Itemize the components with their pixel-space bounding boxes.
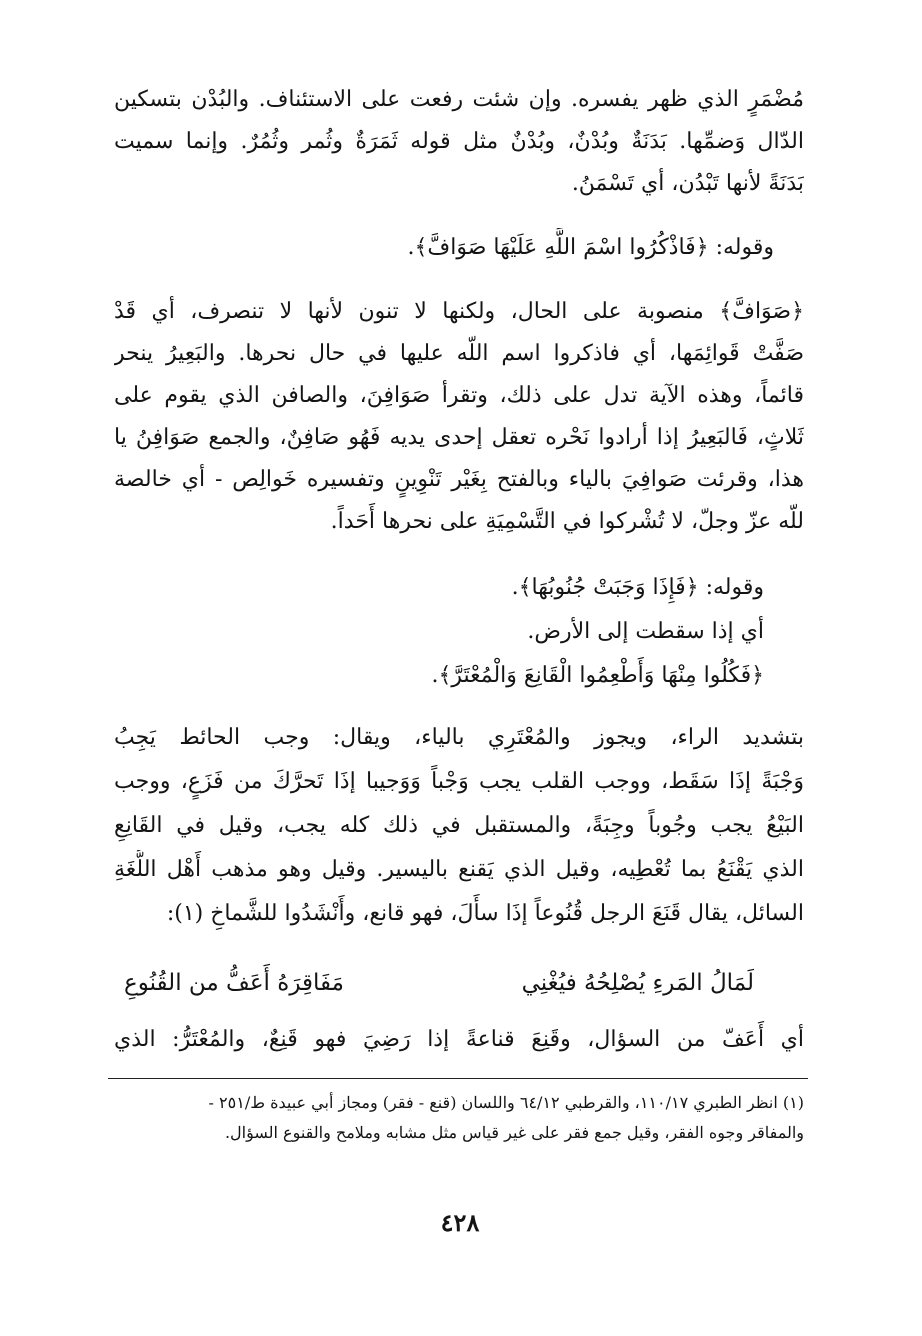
text-line: ﴿صَوَافَّ﴾ منصوبة على الحال، ولكنها لا تنون لأنها لا تنصرف، أي قَدْ	[114, 299, 804, 324]
text-line: السائل، يقال قَنَعَ الرجل قُنُوعاً إذَا سأَلَ، فهو قانع، وأَنْشَدُوا للشَّماخِ (١):	[166, 901, 804, 926]
text-line: مُضْمَرٍ الذي ظهر يفسره. وإن شئت رفعت على الاستئناف. والبُدْن بتسكين	[114, 87, 804, 112]
footnote-line: (١) انظر الطبري ١١٠/١٧، والقرطبي ٦٤/١٢ واللسان (قنع - فقر) ومجاز أبي عبيدة ط/٢٥١ -	[208, 1093, 804, 1112]
footnote-line: والمفاقر وجوه الفقر، وقيل جمع فقر على غير قياس مثل مشابه وملامح والقنوع السؤال.	[224, 1123, 804, 1142]
text-line: بتشديد الراء، ويجوز والمُعْتَرِي بالياء، ويقال: وجب الحائط يَجِبُ	[114, 725, 804, 750]
text-line: الذي يَقْنَعُ بما تُعْطِيه، وقيل الذي يَقنع باليسير. وقيل وهو مذهب أَهْل اللُّغَةِ	[114, 857, 804, 882]
text-line: بَدَنَةً لأنها تَبْدُن، أي تَسْمَنُ.	[571, 171, 804, 196]
text-line: هذا، وقرئت صَوافِيَ بالياء وبالفتح بِغَيْر تَنْوِينٍ وتفسيره خَوالِص - أي خالصة	[114, 467, 804, 492]
text-line: الدّال وَضمِّها. بَدَنَةٌ وبُدْنٌ، وبُدْنٌ مثل قوله ثَمَرَةٌ وثُمر وثُمُرٌ. وإنما سميت	[114, 129, 804, 154]
text-line: وَجْبَةً إذَا سَقَط، ووجب القلب يجب وَجْباً وَوَجيبا إذَا تَحرَّكَ من فَزَعٍ، ووجب	[114, 769, 804, 794]
verse-first-hemistich: لَمَالُ المَرءِ يُصْلِحُهُ فيُغْنِي	[521, 970, 754, 996]
text-line: للّه عزّ وجلّ، لا تُشْركوا في التَّسْمِيَةِ على نحرها أَحَداً.	[330, 509, 804, 534]
footnote-divider	[108, 1078, 808, 1079]
text-line: أي أَعَفّ من السؤال، وقَنِعَ قناعةً إذا رَضِيَ فهو قَنِعٌ، والمُعْتَرُّ: الذي	[114, 1027, 804, 1052]
verse-second-hemistich: مَفَاقِرَهُ أَعَفُّ من القُنُوعِ	[124, 970, 344, 996]
text-line: أي إذا سقطت إلى الأرض.	[527, 619, 764, 644]
text-line: قائماً، وهذه الآية تدل على ذلك، وتقرأ صَوَافِنَ، والصافن الذي يقوم على	[114, 383, 804, 408]
page-number: ٤٢٨	[440, 1208, 480, 1237]
text-line: صَفَّتْ قَوائِمَها، أي فاذكروا اسم اللّه عليها في حال نحرها. والبَعِيرُ ينحر	[114, 341, 804, 366]
quran-quote: وقوله: ﴿فَإِذَا وَجَبَتْ جُنُوبُهَا﴾.	[511, 575, 764, 600]
text-line: ثَلاثٍ، فَالبَعِيرُ إذا أرادوا نَحْره تعقل إحدى يديه فَهُو صَافِنٌ، والجمع صَوَافِنُ يا	[114, 425, 804, 450]
text-line: البَيْعُ يجب وجُوباً وجِبَةً، والمستقبل في ذلك كله يجب، وقيل في القَانِعِ	[114, 813, 804, 838]
quran-quote: ﴿فَكُلُوا مِنْهَا وَأَطْعِمُوا الْقَانِعَ وَالْمُعْتَرَّ﴾.	[431, 663, 764, 688]
poetry-verse	[114, 958, 804, 1008]
quran-quote: وقوله: ﴿فَاذْكُرُوا اسْمَ اللَّهِ عَلَيْهَا صَوَافَّ﴾.	[407, 235, 774, 260]
